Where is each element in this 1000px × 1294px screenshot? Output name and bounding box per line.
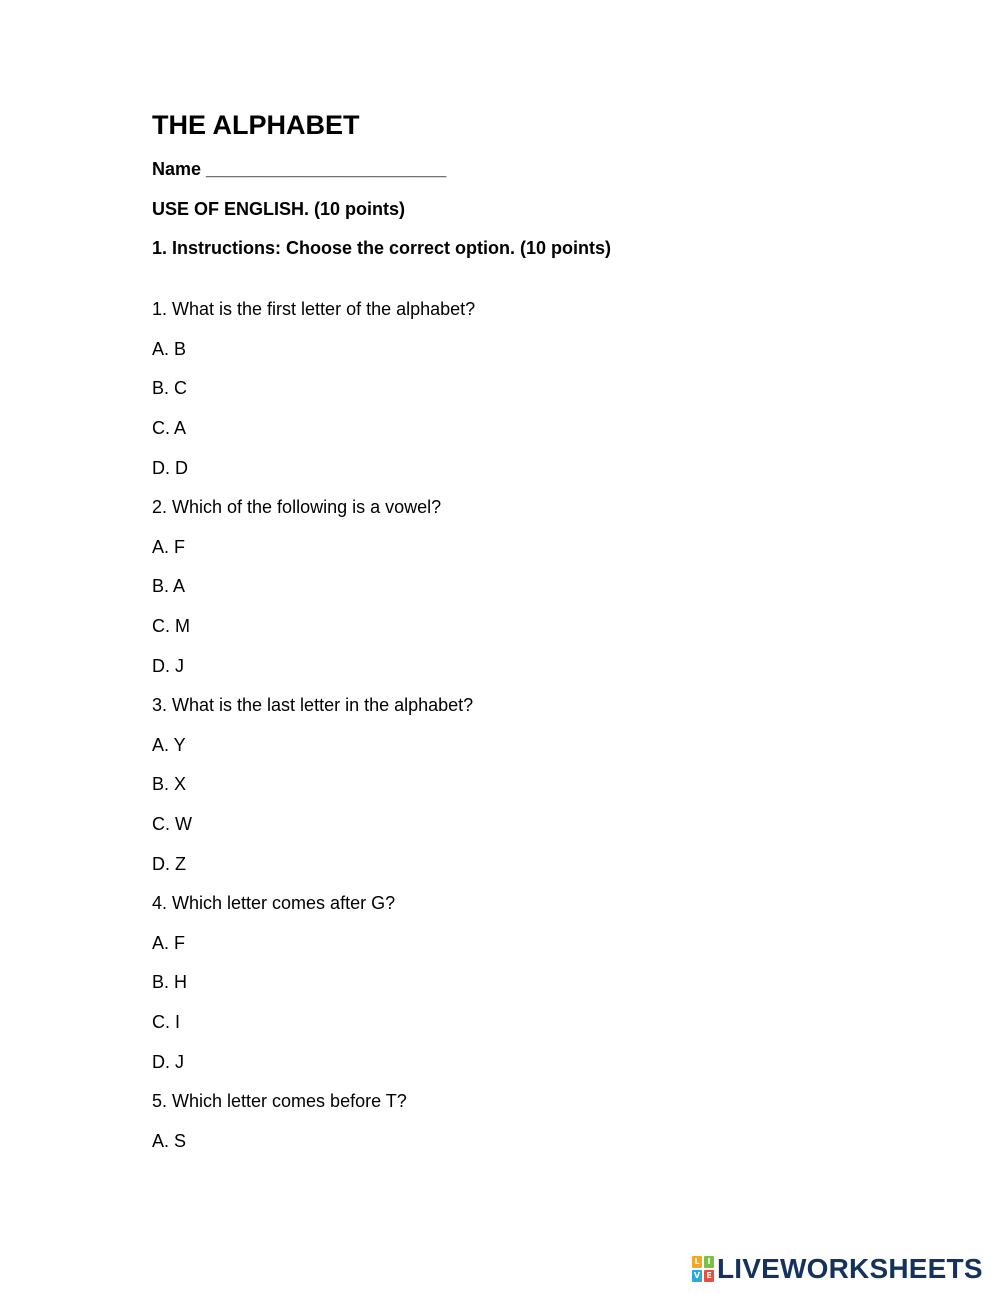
liveworksheets-logo-icon: [692, 1256, 714, 1282]
logo-mark-tile: L: [692, 1256, 702, 1268]
question-4-option-d: D. J: [152, 1052, 185, 1072]
question-3-option-c: C. W: [152, 814, 192, 834]
logo-mark-tile: V: [693, 1271, 701, 1280]
question-2-option-d: D. J: [152, 656, 185, 676]
logo-mark-tile: E: [704, 1270, 714, 1282]
question-4-option-b: B. H: [152, 972, 188, 992]
question-1-option-c: C. A: [152, 418, 187, 438]
question-5-prompt: 5. Which letter comes before T?: [152, 1091, 407, 1111]
question-4-prompt: 4. Which letter comes after G?: [152, 893, 396, 913]
question-1-option-d: D. D: [152, 458, 188, 478]
logo-mark-tile: I: [704, 1256, 714, 1268]
question-1-option-b: B. C: [152, 378, 188, 398]
worksheet-title: THE ALPHABET: [152, 110, 360, 140]
liveworksheets-logo-text: LIVEWORKSHEETS: [717, 1253, 983, 1284]
question-3-option-b: B. X: [152, 774, 187, 794]
instructions: 1. Instructions: Choose the correct option. (10 points): [152, 238, 612, 258]
section-heading: USE OF ENGLISH. (10 points): [152, 199, 406, 219]
question-1-option-a: A. B: [152, 339, 187, 359]
liveworksheets-logo: [692, 1254, 983, 1284]
question-3-option-a: A. Y: [152, 735, 186, 755]
question-4-option-a: A. F: [152, 933, 186, 953]
name-field-label: Name ________________________: [152, 159, 447, 179]
question-4-option-c: C. I: [152, 1012, 181, 1032]
question-2-option-b: B. A: [152, 576, 186, 596]
question-3-prompt: 3. What is the last letter in the alphabet?: [152, 695, 474, 715]
question-3-option-d: D. Z: [152, 854, 186, 874]
question-2-option-a: A. F: [152, 537, 186, 557]
question-5-option-a: A. S: [152, 1131, 187, 1151]
question-1-prompt: 1. What is the first letter of the alphabet?: [152, 299, 476, 319]
question-2-option-c: C. M: [152, 616, 190, 636]
question-2-prompt: 2. Which of the following is a vowel?: [152, 497, 442, 517]
